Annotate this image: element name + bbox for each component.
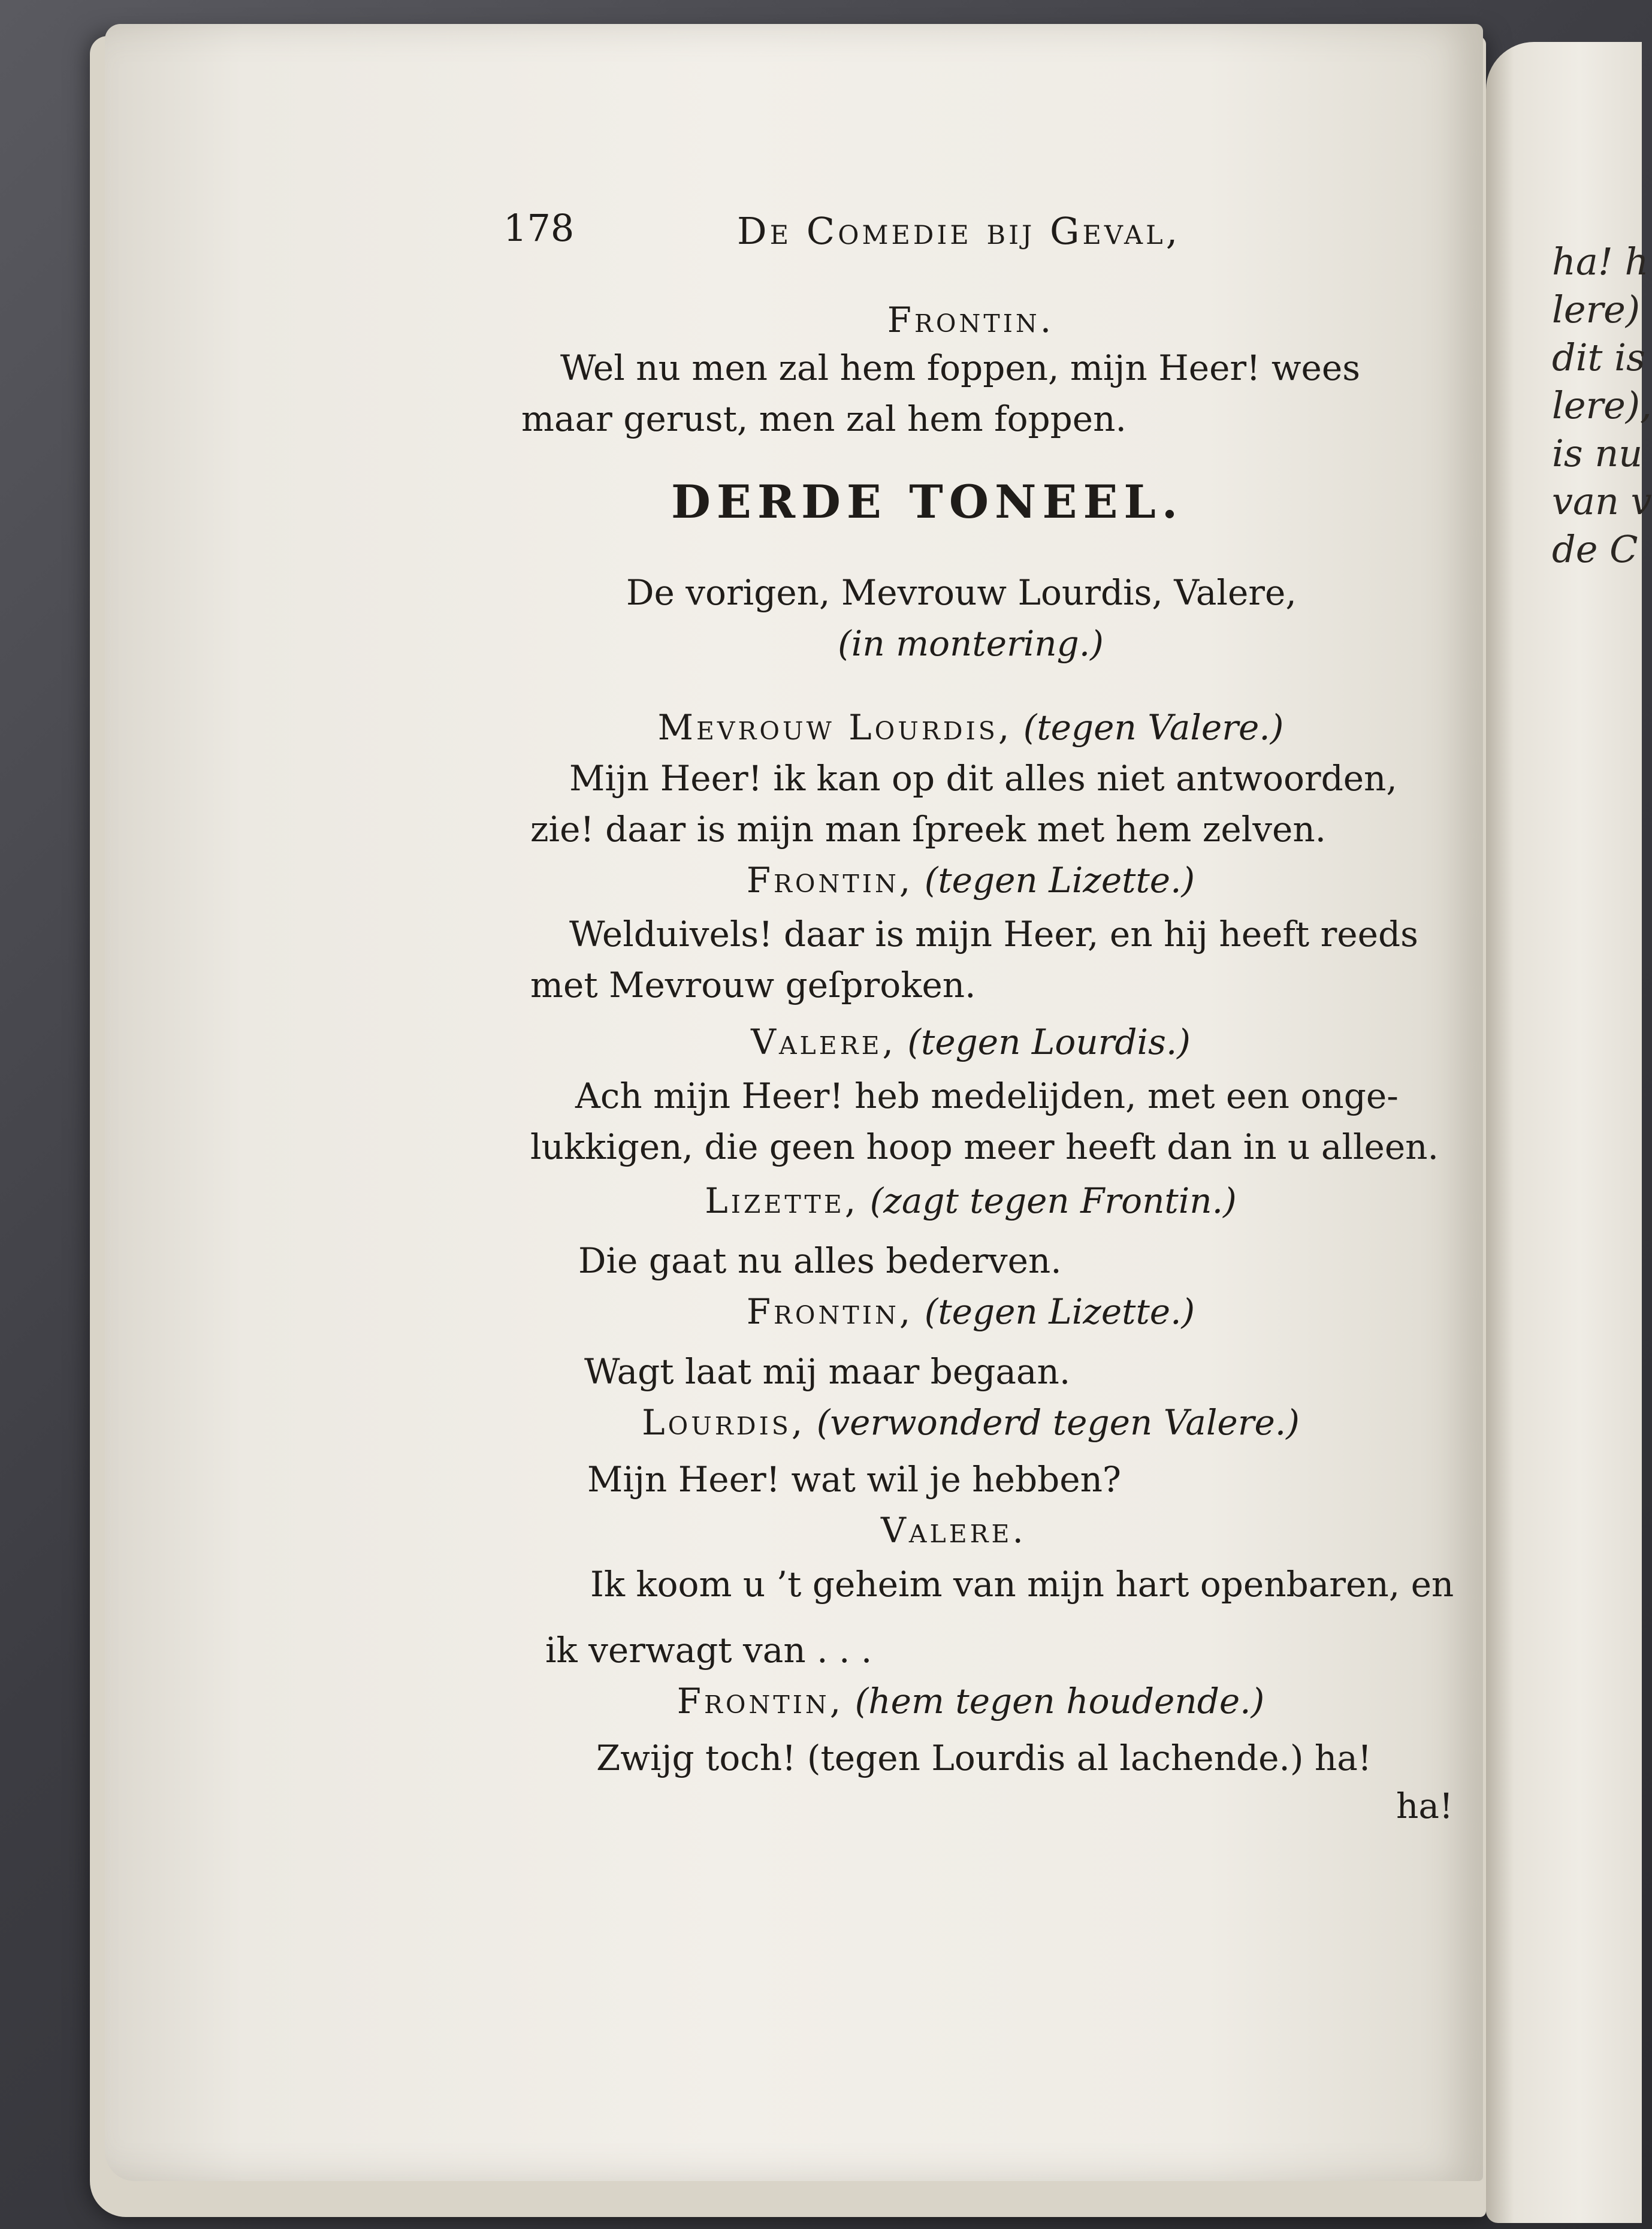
stage-direction: (tegen Lizette.) [924, 860, 1195, 901]
stage-direction: (tegen Lourdis.) [907, 1022, 1191, 1062]
speaker-line [521, 1291, 1420, 1332]
text-line: Die gaat nu alles bederven. [578, 1240, 1062, 1281]
speaker-name: Frontin, [746, 1291, 914, 1332]
speaker-name: Lizette, [705, 1180, 859, 1221]
stage-direction: (tegen Lizette.) [924, 1291, 1195, 1332]
page-number: 178 [503, 206, 575, 250]
text-line: ik verwagt van . . . [545, 1630, 872, 1671]
facing-page-text: dit is [1552, 336, 1645, 379]
speaker-line [521, 1402, 1420, 1443]
stage-direction: (zagt tegen Frontin.) [869, 1180, 1237, 1221]
speaker-name: Frontin, [746, 860, 914, 901]
running-head: De Comedie bij Geval, [737, 209, 1181, 253]
stage-direction: (hem tegen houdende.) [854, 1681, 1265, 1721]
text-line: Welduivels! daar is mijn Heer, en hij heeft reeds [569, 914, 1418, 955]
speaker-name: Frontin. [887, 300, 1055, 340]
text-line: maar gerust, men zal hem foppen. [521, 398, 1126, 439]
facing-page-text: van v [1552, 479, 1652, 523]
speaker-line [521, 707, 1420, 748]
facing-page-text: de C [1552, 527, 1638, 571]
text-line: Mijn Heer! wat wil je hebben? [587, 1459, 1122, 1500]
cast-line: De vorigen, Mevrouw Lourdis, Valere, [626, 572, 1297, 613]
speaker-name: Mevrouw Lourdis, [657, 707, 1013, 748]
text-line: zie! daar is mijn man ſpreek met hem zelven. [530, 809, 1327, 850]
speaker-name: Frontin, [676, 1681, 844, 1721]
speaker-name: Valere. [881, 1510, 1026, 1551]
speaker-line [521, 1180, 1420, 1221]
speaker-line [521, 1681, 1420, 1721]
speaker-line [521, 1022, 1420, 1062]
facing-page-text: lere) [1552, 288, 1641, 331]
speaker-name: Lourdis, [642, 1402, 806, 1443]
facing-page-text: is nu [1552, 431, 1643, 475]
facing-page-text: ha! h [1552, 240, 1649, 283]
text-line: ha! [1396, 1786, 1454, 1826]
text-line: Zwijg toch! (tegen Lourdis al lachende.) ha! [596, 1738, 1372, 1778]
speaker-name: Valere, [751, 1022, 896, 1062]
scene-heading: DERDE TONEEL. [671, 475, 1184, 528]
text-line: Wel nu men zal hem foppen, mijn Heer! wees [560, 348, 1360, 388]
stage-direction: (verwonderd tegen Valere.) [816, 1402, 1300, 1443]
text-line: Mijn Heer! ik kan op dit alles niet antwoorden, [569, 758, 1397, 799]
text-line: Ik koom u ’t geheim van mijn hart openbaren, en [590, 1564, 1454, 1605]
text-line: Wagt laat mij maar begaan. [584, 1351, 1071, 1392]
text-line: met Mevrouw geſproken. [530, 965, 976, 1005]
facing-page-text: lere), [1552, 383, 1652, 427]
stage-direction: (in montering.) [838, 623, 1104, 664]
stage-direction: (tegen Valere.) [1023, 707, 1284, 748]
text-line: Ach mijn Heer! heb medelijden, met een onge- [575, 1076, 1399, 1116]
text-line: lukkigen, die geen hoop meer heeft dan in u alleen. [530, 1126, 1439, 1167]
speaker-line [521, 860, 1420, 901]
